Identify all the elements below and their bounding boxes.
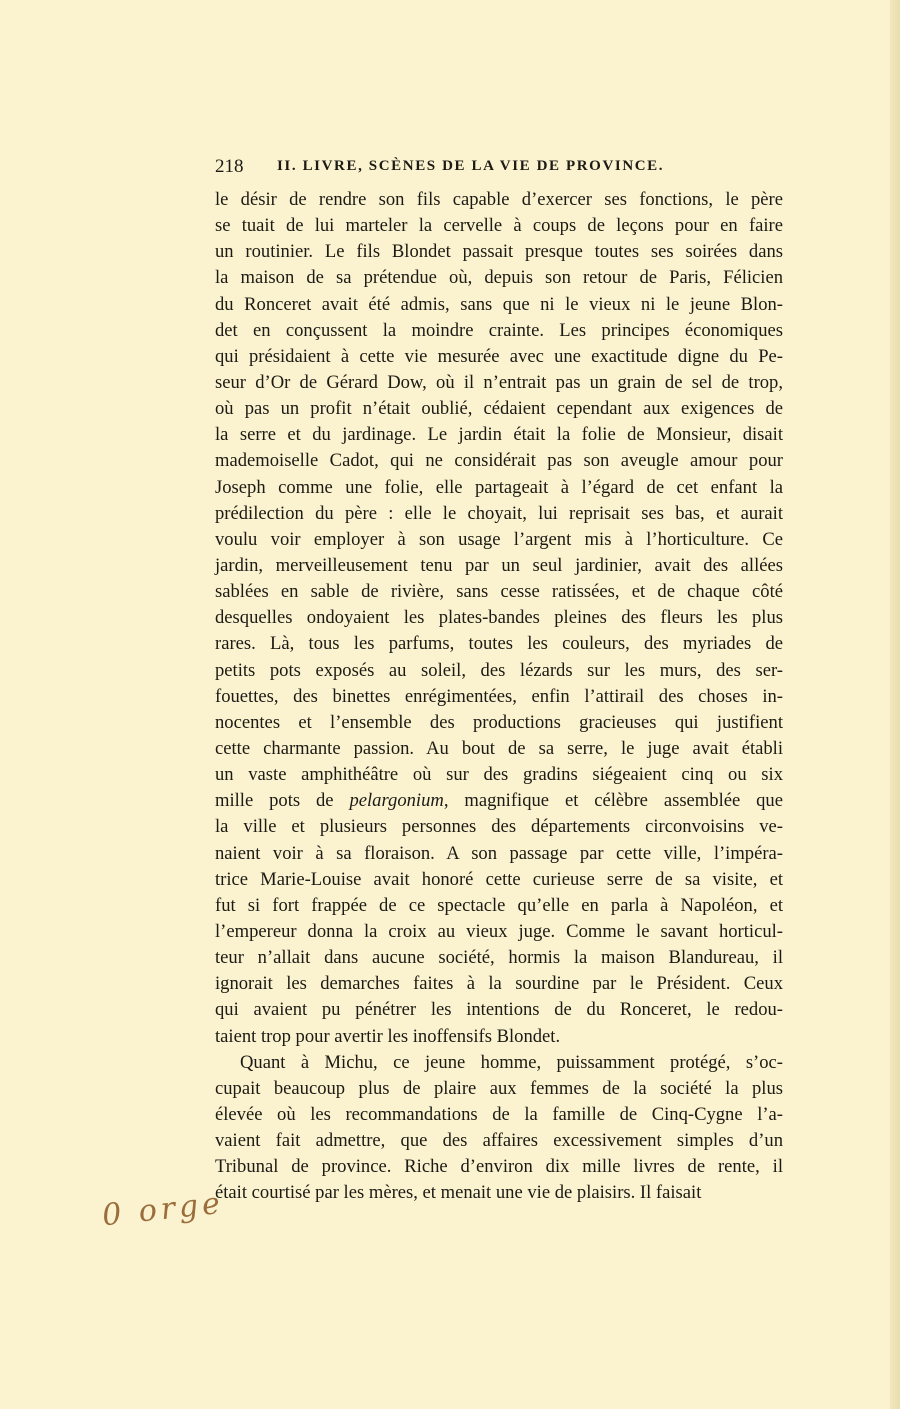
text-line bbox=[215, 475, 783, 501]
text-line bbox=[215, 1180, 783, 1206]
line-text: la serre et du jardinage. Le jardin était la folie de Monsieur, disait bbox=[215, 424, 783, 446]
body-text bbox=[215, 187, 783, 1206]
page-edge bbox=[890, 0, 900, 1409]
text-line bbox=[215, 605, 783, 631]
text-line bbox=[215, 553, 783, 579]
text-line bbox=[215, 710, 783, 736]
line-text: sablées en sable de rivière, sans cesse ratissées, et de chaque côté bbox=[215, 581, 783, 603]
line-text: teur n’allait dans aucune société, hormis la maison Blandureau, il bbox=[215, 947, 783, 969]
text-line bbox=[215, 971, 783, 997]
text-line bbox=[215, 396, 783, 422]
text-line bbox=[215, 579, 783, 605]
text-line bbox=[215, 1024, 783, 1050]
line-text: trice Marie-Louise avait honoré cette curieuse serre de sa visite, et bbox=[215, 868, 783, 890]
line-text: Quant à Michu, ce jeune homme, puissamment protégé, s’oc- bbox=[240, 1051, 783, 1073]
line-text: du Ronceret avait été admis, sans que ni le vieux ni le jeune Blon- bbox=[215, 293, 783, 315]
line-text: mille pots de bbox=[215, 790, 334, 812]
line-text: petits pots exposés au soleil, des lézards sur les murs, des ser- bbox=[215, 659, 783, 681]
text-line bbox=[215, 448, 783, 474]
text-line bbox=[215, 344, 783, 370]
text-line bbox=[215, 1050, 783, 1076]
line-text: fut si fort frappée de ce spectacle qu’elle en parla à Napoléon, et bbox=[215, 894, 783, 916]
line-text: la maison de sa prétendue où, depuis son retour de Paris, Félicien bbox=[215, 267, 783, 289]
line-text: prédilection du père : elle le choyait, lui reprisait ses bas, et aurait bbox=[215, 502, 783, 524]
text-line bbox=[215, 736, 783, 762]
text-line bbox=[215, 919, 783, 945]
line-text: l’empereur donna la croix au vieux juge. Comme le savant horticul- bbox=[215, 920, 783, 942]
text-line bbox=[215, 265, 783, 291]
line-text: , magnifique et célèbre assemblée que bbox=[443, 790, 783, 812]
page-header bbox=[215, 156, 785, 184]
line-text: qui présidaient à cette vie mesurée avec une exactitude digne du Pe- bbox=[215, 345, 783, 367]
text-line bbox=[215, 867, 783, 893]
text-line bbox=[215, 213, 783, 239]
italic-term: pelargonium bbox=[349, 790, 444, 812]
line-text: jardin, merveilleusement tenu par un seul jardinier, avait des allées bbox=[215, 554, 783, 576]
text-line bbox=[215, 422, 783, 448]
text-line bbox=[215, 318, 783, 344]
text-line bbox=[215, 527, 783, 553]
text-line bbox=[215, 239, 783, 265]
text-line bbox=[215, 684, 783, 710]
line-text: nocentes et l’ensemble des productions gracieuses qui justifient bbox=[215, 711, 783, 733]
text-line bbox=[215, 814, 783, 840]
line-text: Joseph comme une folie, elle partageait à l’égard de cet enfant la bbox=[215, 476, 783, 498]
line-text: la ville et plusieurs personnes des départements circonvoisins ve- bbox=[215, 816, 783, 838]
line-text: fouettes, des binettes enrégimentées, enfin l’attirail des choses in- bbox=[215, 685, 783, 707]
text-line bbox=[215, 658, 783, 684]
page-number: 218 bbox=[215, 156, 244, 177]
text-line bbox=[215, 945, 783, 971]
line-text: était courtisé par les mères, et menait une vie de plaisirs. Il faisait bbox=[215, 1182, 702, 1204]
line-text: cette charmante passion. Au bout de sa serre, le juge avait établi bbox=[215, 737, 783, 759]
line-text: vaient fait admettre, que des affaires excessivement simples d’un bbox=[215, 1130, 783, 1152]
line-text: se tuait de lui marteler la cervelle à coups de leçons pour en faire bbox=[215, 215, 783, 237]
text-line bbox=[215, 997, 783, 1023]
text-line bbox=[215, 788, 783, 814]
text-line bbox=[215, 187, 783, 213]
line-text: où pas un profit n’était oublié, cédaient cependant aux exigences de bbox=[215, 398, 783, 420]
line-text: le désir de rendre son fils capable d’exercer ses fonctions, le père bbox=[215, 189, 783, 210]
line-text: taient trop pour avertir les inoffensifs Blondet. bbox=[215, 1025, 561, 1047]
line-text: ignorait les demarches faites à la sourdine par le Président. Ceux bbox=[215, 973, 783, 995]
text-line bbox=[215, 1128, 783, 1154]
text-line bbox=[215, 1154, 783, 1180]
line-text: det en conçussent la moindre crainte. Les principes économiques bbox=[215, 319, 783, 341]
line-text: élevée où les recommandations de la famille de Cinq-Cygne l’a- bbox=[215, 1103, 783, 1125]
text-line bbox=[215, 893, 783, 919]
text-line bbox=[215, 1102, 783, 1128]
handwritten-margin-note: 0 orge bbox=[100, 1185, 226, 1234]
text-line bbox=[215, 292, 783, 318]
text-line bbox=[215, 501, 783, 527]
text-line bbox=[215, 370, 783, 396]
text-line bbox=[215, 841, 783, 867]
line-text: un routinier. Le fils Blondet passait presque toutes ses soirées dans bbox=[215, 241, 783, 263]
running-head: II. LIVRE, SCÈNES DE LA VIE DE PROVINCE. bbox=[277, 158, 665, 174]
line-text: voulu voir employer à son usage l’argent mis à l’horticulture. Ce bbox=[215, 528, 783, 550]
line-text: qui avaient pu pénétrer les intentions de du Ronceret, le redou- bbox=[215, 999, 783, 1021]
line-text: naient voir à sa floraison. A son passage par cette ville, l’impéra- bbox=[215, 842, 783, 864]
line-text: cupait beaucoup plus de plaire aux femmes de la société la plus bbox=[215, 1077, 783, 1099]
line-text: seur d’Or de Gérard Dow, où il n’entrait pas un grain de sel de trop, bbox=[215, 371, 783, 393]
line-text: un vaste amphithéâtre où sur des gradins siégeaient cinq ou six bbox=[215, 764, 783, 786]
text-line bbox=[215, 631, 783, 657]
line-text: mademoiselle Cadot, qui ne considérait pas son aveugle amour pour bbox=[215, 450, 783, 472]
text-line bbox=[215, 1076, 783, 1102]
line-text: desquelles ondoyaient les plates-bandes pleines des fleurs les plus bbox=[215, 607, 783, 629]
line-text: Tribunal de province. Riche d’environ dix mille livres de rente, il bbox=[215, 1156, 783, 1178]
line-text: rares. Là, tous les parfums, toutes les couleurs, des myriades de bbox=[215, 633, 783, 655]
text-line bbox=[215, 762, 783, 788]
